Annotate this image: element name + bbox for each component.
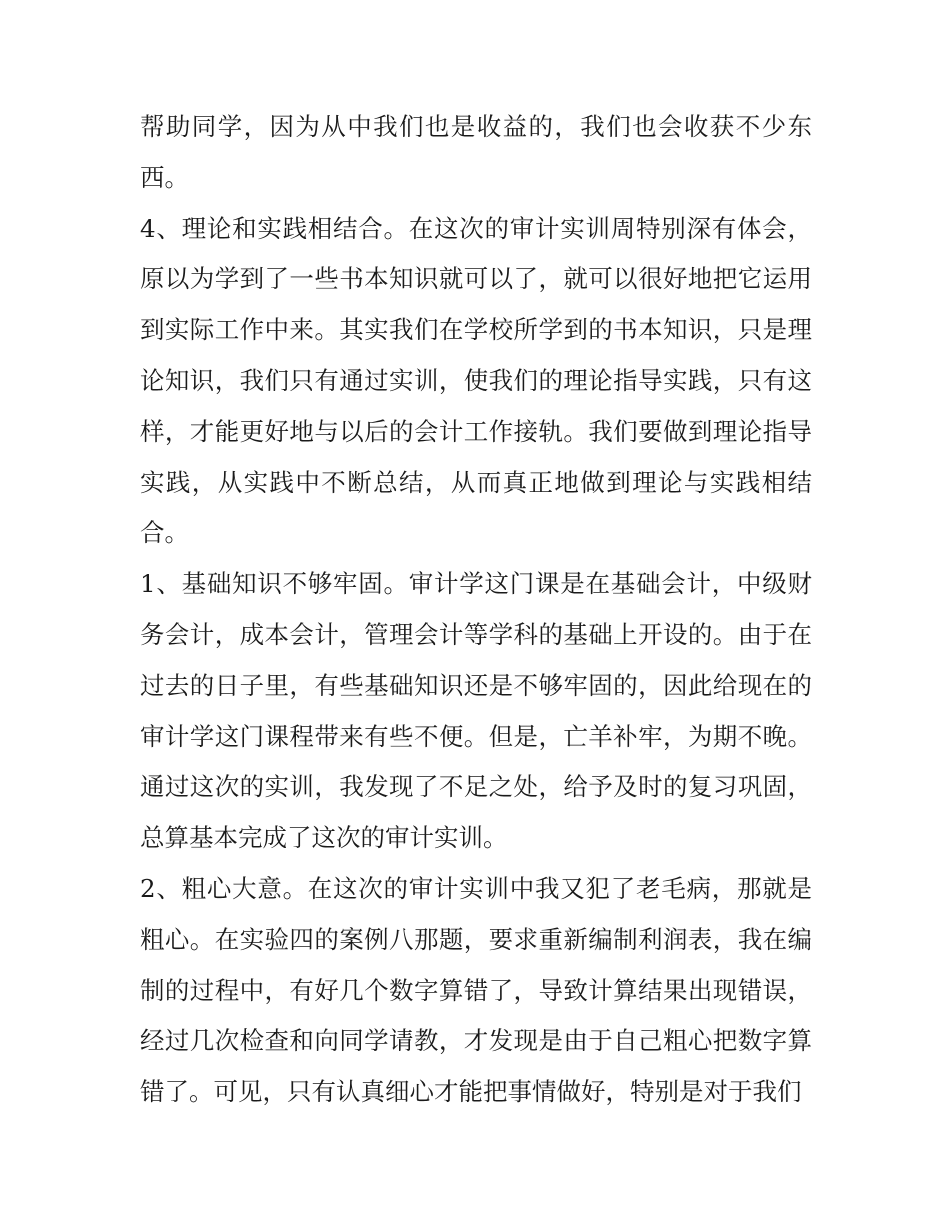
document-body xyxy=(140,102,812,1118)
paragraph-point-1-foundation: 1、基础知识不够牢固。审计学这门课是在基础会计，中级财务会计，成本会计，管理会计等学科的基础上开设的。由于在过去的日子里，有些基础知识还是不够牢固的，因此给现在的审计学这门课程带来有些不便。但是，亡羊补牢，为期不晚。通过这次的实训，我发现了不足之处，给予及时的复习巩固，总算基本完成了这次的审计实训。 xyxy=(140,569,812,853)
paragraph-point-2-carelessness: 2、粗心大意。在这次的审计实训中我又犯了老毛病，那就是粗心。在实验四的案例八那题，要求重新编制利润表，我在编制的过程中，有好几个数字算错了，导致计算结果出现错误，经过几次检查和向同学请教，才发现是由于自己粗心把数字算错了。可见，只有认真细心才能把事情做好，特别是对于我们 xyxy=(140,873,812,1107)
paragraph-continuation: 帮助同学，因为从中我们也是收益的，我们也会收获不少东西。 xyxy=(140,112,812,192)
paragraph-point-4-theory-practice: 4、理论和实践相结合。在这次的审计实训周特别深有体会，原以为学到了一些书本知识就可以了，就可以很好地把它运用到实际工作中来。其实我们在学校所学到的书本知识，只是理论知识，我们只有通过实训，使我们的理论指导实践，只有这样，才能更好地与以后的会计工作接轨。我们要做到理论指导实践，从实践中不断总结，从而真正地做到理论与实践相结合。 xyxy=(140,213,812,548)
